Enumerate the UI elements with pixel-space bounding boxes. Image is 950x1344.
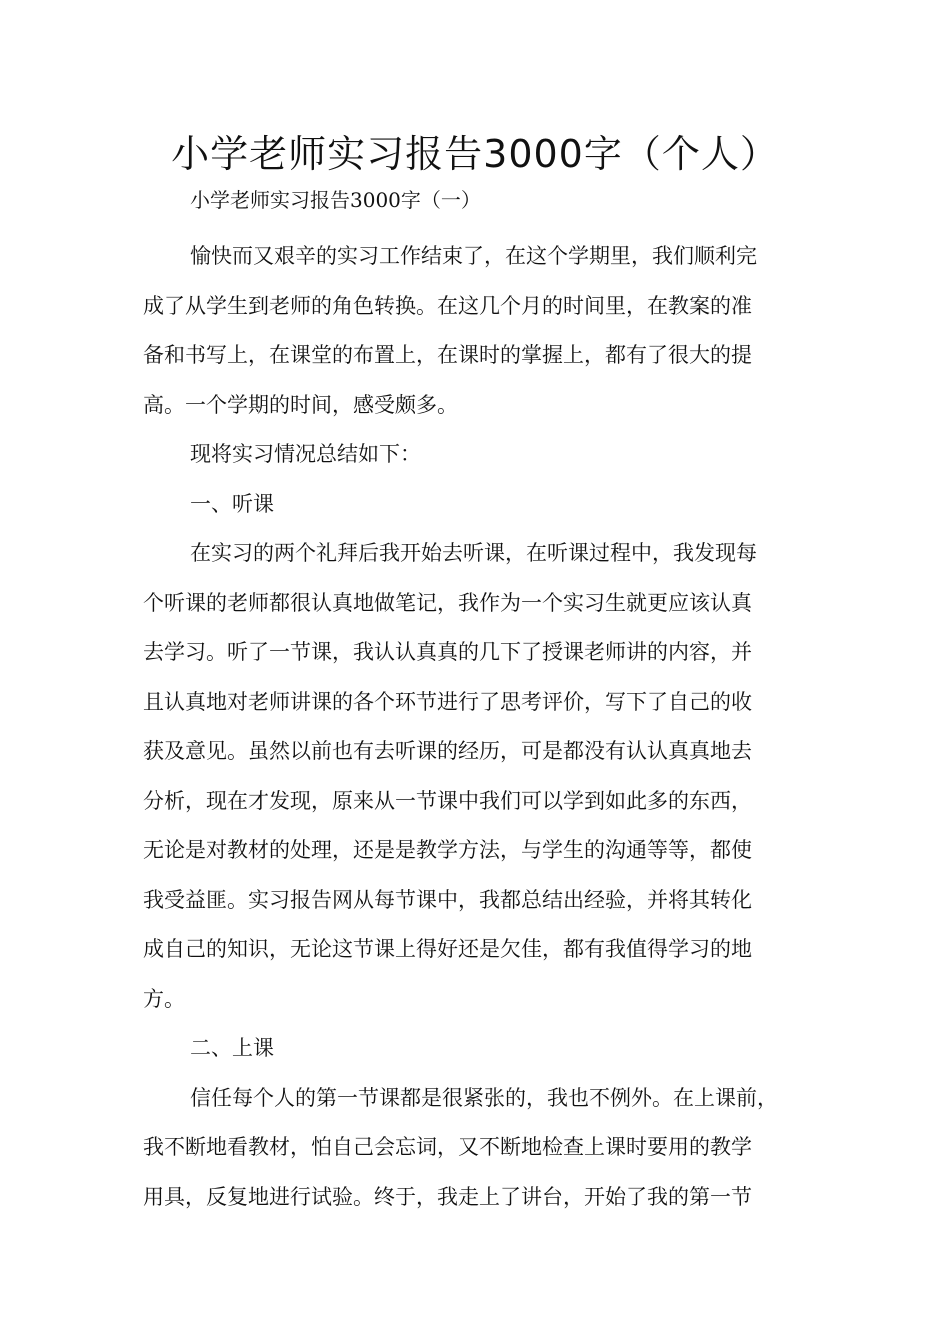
text-line: 我不断地看教材，怕自己会忘词，又不断地检查上课时要用的教学 [143,1135,752,1159]
text-line: 现将实习情况总结如下： [190,442,421,466]
section-heading: 一、听课 [190,491,274,516]
text-line: 我受益匪。实习报告网从每节课中，我都总结出经验，并将其转化 [143,887,752,912]
document-subtitle: 小学老师实习报告3000字（一） [190,188,481,212]
text-line: 无论是对教材的处理，还是是教学方法，与学生的沟通等等，都使 [143,838,752,862]
text-line: 备和书写上，在课堂的布置上，在课时的掌握上，都有了很大的提 [143,343,752,367]
text-line: 个听课的老师都很认真地做笔记，我作为一个实习生就更应该认真 [143,590,752,615]
text-line: 获及意见。虽然以前也有去听课的经历，可是都没有认认真真地去 [143,739,752,763]
text-line: 高。一个学期的时间，感受颇多。 [143,392,458,417]
text-line: 且认真地对老师讲课的各个环节进行了思考评价，写下了自己的收 [143,689,752,714]
text-line: 成自己的知识，无论这节课上得好还是欠佳，都有我值得学习的地 [143,937,752,961]
section-heading: 二、上课 [190,1036,274,1060]
text-line: 方。 [143,986,185,1011]
text-line: 用具，反复地进行试验。终于，我走上了讲台，开始了我的第一节 [143,1184,752,1209]
document-body [143,232,823,1222]
text-line: 愉快而又艰辛的实习工作结束了，在这个学期里，我们顺利完 [190,244,757,268]
text-line: 信任每个人的第一节课都是很紧张的，我也不例外。在上课前， [190,1085,778,1110]
text-line: 分析，现在才发现，原来从一节课中我们可以学到如此多的东西， [143,788,752,813]
text-line: 成了从学生到老师的角色转换。在这几个月的时间里，在教案的准 [143,293,752,318]
document-title: 小学老师实习报告3000字（个人） [171,132,779,176]
text-line: 去学习。听了一节课，我认认真真的几下了授课老师讲的内容，并 [143,640,752,664]
text-line: 在实习的两个礼拜后我开始去听课，在听课过程中，我发现每 [190,541,757,565]
